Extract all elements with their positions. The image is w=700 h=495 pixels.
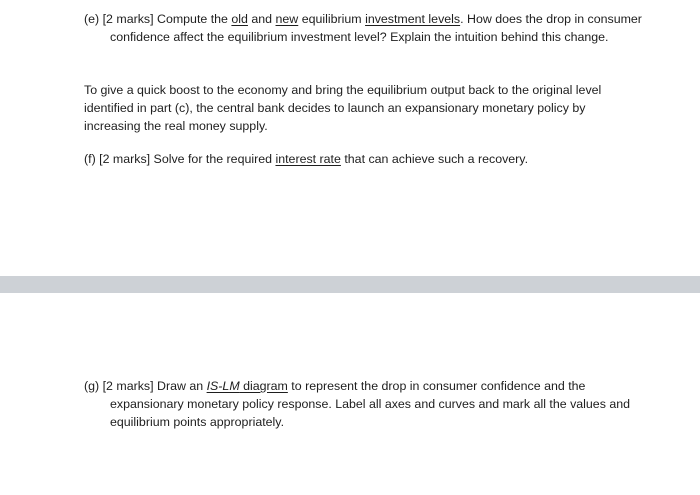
question-g-label: (g) [84, 379, 100, 393]
term-new: new [275, 12, 299, 26]
page-separator [0, 276, 700, 293]
question-g-marks: [2 marks] [102, 379, 154, 393]
term-islm-diagram: IS-LM diagram [206, 379, 288, 393]
term-interest-rate: interest rate [275, 152, 341, 166]
question-f-marks: [2 marks] [99, 152, 151, 166]
term-investment-levels: investment levels [365, 12, 461, 26]
question-e-label: (e) [84, 12, 100, 26]
question-e-marks: [2 marks] [102, 12, 154, 26]
question-e: (e) [2 marks] Compute the old and new equilibrium investment levels. How does the drop in consumer confidence affect the equilibrium investment level? Explain the intuition behind this change. [84, 12, 642, 44]
context-paragraph: To give a quick boost to the economy and bring the equilibrium output back to the original level identified in part (c), the central bank decides to launch an expansionary monetary policy by increasing the real money supply. [84, 83, 602, 133]
term-old: old [231, 12, 248, 26]
question-g: (g) [2 marks] Draw an IS-LM diagram to represent the drop in consumer confidence and the expansionary monetary policy response. Label all axes and curves and mark all the values and equilibrium points appropriately. [84, 379, 631, 429]
question-f-label: (f) [84, 152, 96, 166]
question-f: (f) [2 marks] Solve for the required interest rate that can achieve such a recovery. [84, 152, 529, 166]
